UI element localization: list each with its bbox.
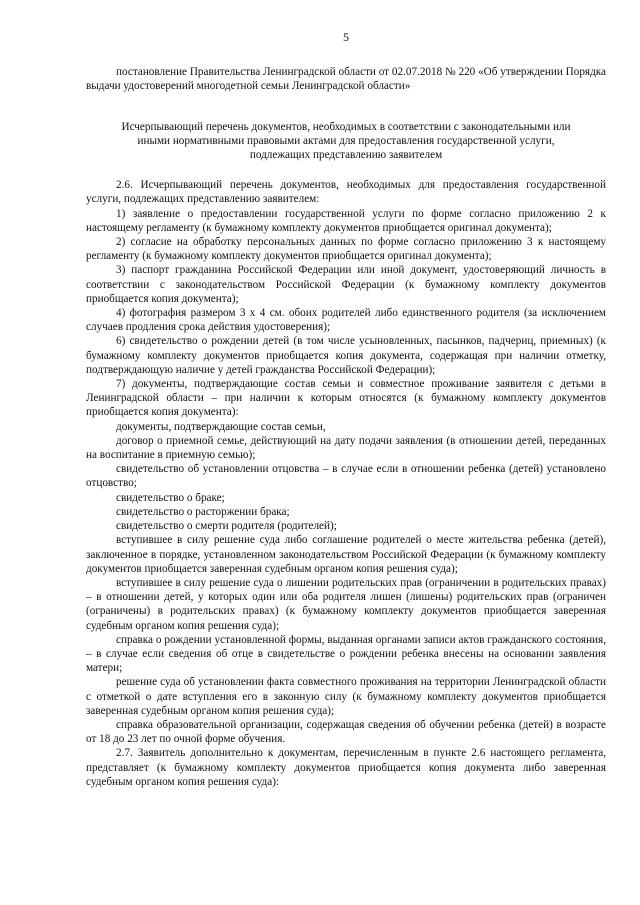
sub-item-education-certificate: справка образовательной организации, содержащая сведения об обучении ребенка (детей) в возрасте от 18 до 23 лет по очной форме обучения. — [86, 718, 606, 746]
sub-item-paternity-certificate: свидетельство об установлении отцовства – в случае если в отношении ребенка (детей) установлено отцовство; — [86, 463, 606, 490]
list-item-4: 4) фотография размером 3 х 4 см. обоих родителей либо единственного родителя (за исключением случаев продления срока действия удостоверения); — [86, 307, 606, 334]
list-item-7: 7) документы, подтверждающие состав семьи и совместное проживание заявителя с детьми в Ленинградской области – при наличии к которым относятся (к бумажному комплекту документов приобщается копия документа): — [86, 378, 606, 419]
reference-paragraph: постановление Правительства Ленинградской области от 02.07.2018 № 220 «Об утверждении Порядка выдачи удостоверений многодетной семьи Ленинградской области» — [86, 66, 606, 93]
list-item-1: 1) заявление о предоставлении государственной услуги по форме согласно приложению 2 к настоящему регламенту (к бумажному комплекту документов приобщается оригинал документа); — [86, 207, 606, 234]
document-page — [86, 30, 606, 789]
sub-item-court-parental-rights: вступившее в силу решение суда о лишении родительских прав (ограничении в родительских правах) – в отношении детей, у которых один или оба родителя лишен (лишены) родительских прав (ограничен (ограничены) в родительских правах) (к бумажному комплекту документов приобщается заверенная судебным органом копия решения суда); — [86, 576, 606, 632]
sub-item-court-residence-decision: вступившее в силу решение суда либо соглашение родителей о месте жительства ребенка (детей), заключенное в порядке, установленном законодательством Российской Федерации (к бумажному комплекту документов приобщается заверенная судебным органом копия решения суда); — [86, 534, 606, 575]
spacer — [86, 94, 606, 108]
sub-item-foster-agreement: договор о приемной семье, действующий на дату подачи заявления (в отношении детей, переданных на воспитание в приемную семью); — [86, 434, 606, 462]
paragraph-2-6: 2.6. Исчерпывающий перечень документов, необходимых для предоставления государственной услуги, подлежащих представлению заявителем: — [86, 179, 606, 206]
sub-item-family-documents: документы, подтверждающие состав семьи, — [116, 420, 326, 433]
sub-item-death-certificate: свидетельство о смерти родителя (родителей); — [116, 520, 337, 533]
paragraph-2-7: 2.7. Заявитель дополнительно к документам, перечисленным в пункте 2.6 настоящего регламента, представляет (к бумажному комплекту документов приобщается копия документа либо заверенная судебным органом копия решения суда): — [86, 747, 606, 788]
list-item-2: 2) согласие на обработку персональных данных по форме согласно приложению 3 к настоящему регламенту (к бумажному комплекту документов приобщается оригинал документа); — [86, 236, 606, 263]
page-number: 5 — [343, 30, 349, 44]
sub-item-divorce-certificate: свидетельство о расторжении брака; — [116, 505, 290, 518]
sub-item-birth-statement: справка о рождении установленной формы, выданная органами записи актов гражданского состояния, – в случае если сведения об отце в свидетельстве о рождении ребенка внесены на основании заявления матери; — [86, 633, 606, 675]
list-item-6: 6) свидетельство о рождении детей (в том числе усыновленных, пасынков, падчериц, приемных) (к бумажному комплекту документов приобщается копия документа, содержащая при наличии отметку, подтверждающую наличие у детей гражданства Российской Федерации); — [86, 335, 606, 376]
list-item-3: 3) паспорт гражданина Российской Федерации или иной документ, удостоверяющий личность в соответствии с законодательством Российской Федерации (к бумажному комплекту документов приобщается копия документа); — [86, 264, 606, 305]
sub-item-court-cohabitation: решение суда об установлении факта совместного проживания на территории Ленинградской области с отметкой о дате вступления его в законную силу (к бумажному комплекту документов приобщается заверенная судебным органом копия решения суда); — [86, 676, 606, 717]
section-heading: Исчерпывающий перечень документов, необходимых в соответствии с законодательными или иными нормативными правовыми актами для предоставления государственной услуги, подлежащих представлению заявителем — [121, 120, 571, 162]
sub-item-marriage-certificate: свидетельство о браке; — [116, 491, 225, 504]
